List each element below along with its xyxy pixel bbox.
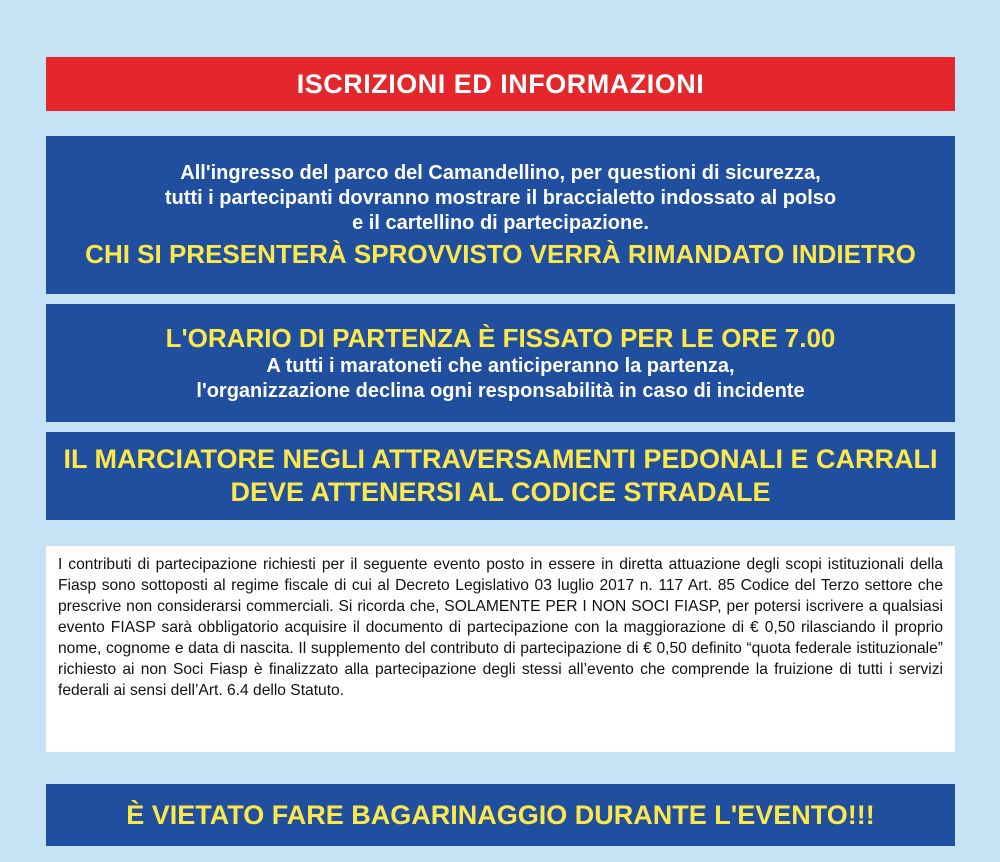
start-time-headline: L'ORARIO DI PARTENZA È FISSATO PER LE ORE 7.00 <box>165 322 836 353</box>
start-time-box <box>46 304 955 422</box>
road-code-line-2: DEVE ATTENERSI AL CODICE STRADALE <box>230 477 771 507</box>
section-header <box>46 57 955 111</box>
fiscal-notice <box>46 546 955 752</box>
security-notice-warning: CHI SI PRESENTERÀ SPROVVISTO VERRÀ RIMANDATO INDIETRO <box>85 238 916 269</box>
scalping-warning-box <box>46 784 955 846</box>
security-notice-box <box>46 136 955 294</box>
road-code-box <box>46 432 955 520</box>
scalping-warning-text: È VIETATO FARE BAGARINAGGIO DURANTE L'EVENTO!!! <box>126 799 875 830</box>
section-header-title: ISCRIZIONI ED INFORMAZIONI <box>296 68 705 99</box>
start-time-line-2: l'organizzazione declina ogni responsabilità in caso di incidente <box>196 379 805 402</box>
fiscal-notice-text: I contributi di partecipazione richiesti per il seguente evento posto in essere in diretta attuazione degli scopi istituzionali della Fiasp sono sottoposti al regime fiscale di cui al Decreto Legislativo 03 luglio 2017 n. 117 Art. 85 Codice del Terzo settore che prescrive non considerarsi commerciali. Si ricorda che, SOLAMENTE PER I NON SOCI FIASP, per potersi iscrivere a qualsiasi evento FIASP sarà obbligatorio acquisire il documento di partecipazione con la maggiorazione di € 0,50 rilasciando il proprio nome, cognome e data di nascita. Il supplemento del contributo di partecipazione di € 0,50 definito “quota federale istituzionale” richiesto ai non Soci Fiasp è finalizzato alla partecipazione degli stessi all’evento che comprende la fruizione di tutti i servizi federali ai sensi dell’Art. 6.4 dello Statuto. <box>58 556 943 699</box>
security-notice-line-1: All'ingresso del parco del Camandellino, per questioni di sicurezza, <box>180 161 821 184</box>
security-notice-line-2: tutti i partecipanti dovranno mostrare il braccialetto indossato al polso <box>164 186 837 209</box>
security-notice-line-3: e il cartellino di partecipazione. <box>352 211 649 234</box>
road-code-line-1: IL MARCIATORE NEGLI ATTRAVERSAMENTI PEDONALI E CARRALI <box>63 444 938 474</box>
start-time-line-1: A tutti i maratoneti che anticiperanno la partenza, <box>266 354 735 377</box>
